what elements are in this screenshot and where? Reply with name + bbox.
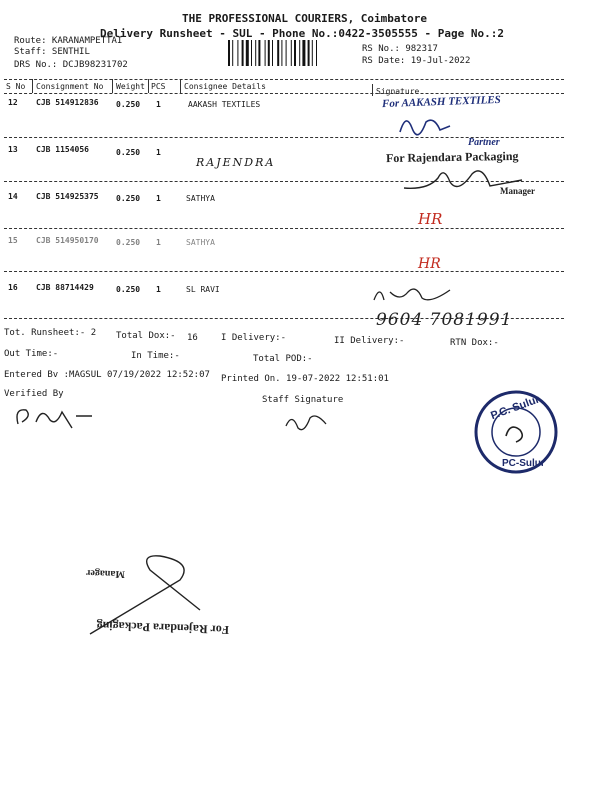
drs-number: DRS No.: DCJB98231702 [14,60,128,70]
barcode [228,40,358,66]
rs-number: RS No.: 982317 [362,44,438,54]
total-dox-value: 16 [187,333,198,343]
row-14-consignment: CJB 514925375 [36,192,99,201]
col-signature: Signature [376,87,420,96]
row-12-consignee: AAKASH TEXTILES [188,100,261,109]
col-consignment: Consignment No [36,82,104,91]
row-12-sno: 12 [8,98,18,107]
row-13-handwritten-name: RAJENDRA [196,156,276,169]
stamp-text-top: P.C. Sulur [489,393,542,423]
row-13-weight: 0.250 [116,148,141,157]
row-rule [4,228,564,229]
inverted-stamp-signature [60,550,210,640]
row-12-consignment: CJB 514912836 [36,98,99,107]
staff-label: Staff: SENTHIL [14,47,90,57]
ii-delivery: II Delivery:- [334,336,405,346]
total-pod: Total POD:- [253,354,313,364]
staff-signature-label: Staff Signature [262,395,344,405]
header-top-rule [4,79,564,80]
route-label: Route: KARANAMPETTAI [14,36,123,46]
hr-initials-1: HR [418,210,443,228]
row-rule [4,271,564,272]
row-16-consignee: SL RAVI [186,285,220,294]
col-consignee: Consignee Details [184,82,266,91]
row-14-pcs: 1 [156,194,161,203]
manager-stamp: Manager [500,186,535,196]
staff-signature [282,408,332,436]
row-16-pcs: 1 [156,285,161,294]
rs-date: RS Date: 19-Jul-2022 [362,56,471,66]
col-pcs: PCS [151,82,166,91]
row-15-pcs: 1 [156,238,161,247]
hr-initials-2: HR [418,256,441,272]
row-13-consignment: CJB 1154056 [36,145,89,154]
signature-sl-ravi [370,282,460,306]
rajendara-stamp: For Rajendara Packaging [385,148,519,166]
runsheet-subtitle: Delivery Runsheet - SUL - Phone No.:0422-3505555 - Page No.:2 [100,27,504,40]
verified-by-signature [12,402,102,434]
stamp-text-bottom: PC-Sulur [502,458,545,469]
row-13-sno: 13 [8,145,18,154]
rtn-dox: RTN Dox:- [450,338,499,348]
row-12-weight: 0.250 [116,100,141,109]
row-13-pcs: 1 [156,148,161,157]
partner-stamp: Partner [468,137,500,148]
verified-by-label: Verified By [4,389,64,399]
row-15-consignment: CJB 514950170 [36,236,99,245]
pc-sulur-round-stamp [470,386,562,478]
out-time: Out Time:- [4,349,59,359]
inverted-stamp-line1: For Rajendara Packaging [96,618,230,638]
signature-aakash [396,108,456,138]
tot-runsheet: Tot. Runsheet:- 2 [4,328,97,338]
row-15-sno: 15 [8,236,18,245]
entered-by: Entered Bv :MAGSUL 07/19/2022 12:52:07 [4,370,210,380]
row-15-weight: 0.250 [116,238,141,247]
row-14-consignee: SATHYA [186,194,215,203]
i-delivery: I Delivery:- [221,333,287,343]
printed-on: Printed On. 19-07-2022 12:51:01 [221,374,389,384]
total-dox-label: Total Dox:- [116,331,176,341]
row-15-consignee: SATHYA [186,238,215,247]
row-16-consignment: CJB 88714429 [36,283,94,292]
row-12-pcs: 1 [156,100,161,109]
row-16-handwritten-phone: 9604 7081991 [376,310,513,330]
row-16-sno: 16 [8,283,18,292]
row-16-weight: 0.250 [116,285,141,294]
row-14-weight: 0.250 [116,194,141,203]
row-14-sno: 14 [8,192,18,201]
col-sno: S No [6,82,26,91]
company-title: THE PROFESSIONAL COURIERS, Coimbatore [182,12,428,25]
aakash-stamp: For AAKASH TEXTILES [381,93,501,111]
inverted-stamp-line2: Manager [85,567,126,580]
in-time: In Time:- [131,351,180,361]
col-weight: Weight [116,82,145,91]
